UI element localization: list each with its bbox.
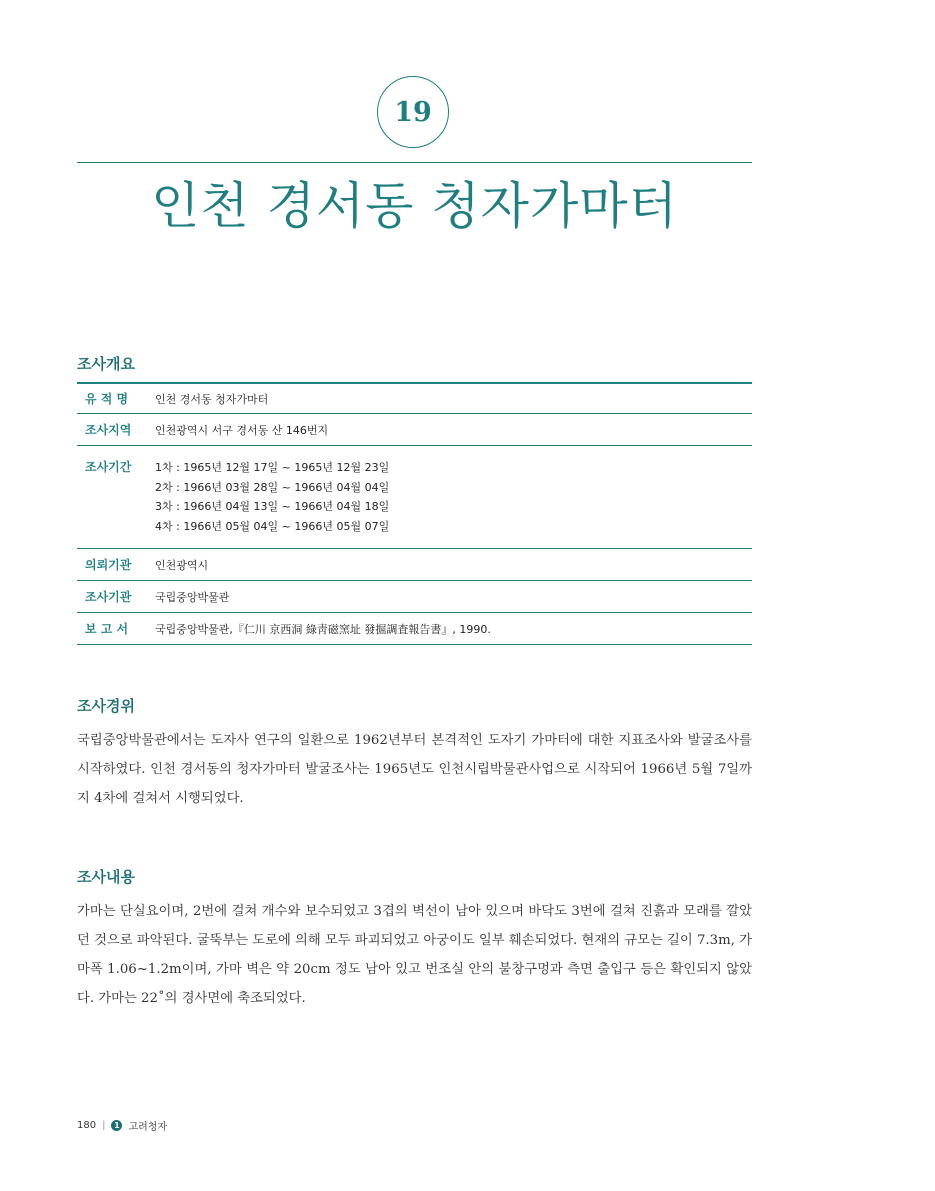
- table-row: [77, 549, 752, 581]
- table-row: [77, 446, 752, 549]
- row-value: 인천 경서동 청자가마터: [155, 392, 269, 406]
- period-line: 3차 : 1966년 04월 13일 ~ 1966년 04월 18일: [155, 500, 390, 513]
- section-title: 고려청자: [128, 1122, 168, 1133]
- content-text: 가마는 단실요이며, 2번에 걸쳐 개수와 보수되었고 3겹의 벽선이 남아 있으며 바닥도 3번에 걸쳐 진흙과 모래를 깔았던 것으로 파악된다. 굴뚝부는 도로에 의해 모두 파괴되었고 아궁이도 일부 훼손되었다. 현재의 규모는 길이 7.3m, 가마폭 1.06~1.2m이며, 가마 벽은 약 20cm 정도 남아 있고 번조실 안의 불창구멍과 측면 출입구 등은 확인되지 않았다. 가마는 22˚의 경사면에 축조되었다.: [77, 904, 753, 1006]
- content-paragraph: [77, 897, 752, 1013]
- row-value: 인천광역시 서구 경서동 산 146번지: [155, 423, 329, 437]
- row-label: 유 적 명: [85, 392, 129, 406]
- page-title: 인천 경서동 청자가마터: [151, 177, 678, 235]
- row-value: 인천광역시: [155, 558, 209, 572]
- row-label: 조사기간: [85, 460, 132, 474]
- period-line: 2차 : 1966년 03월 28일 ~ 1966년 04월 04일: [155, 480, 390, 494]
- row-label: 의뢰기관: [85, 558, 132, 572]
- page-footer: [77, 1118, 167, 1133]
- table-row: [77, 414, 752, 446]
- table-row: [77, 581, 752, 613]
- row-label: 조사기관: [85, 590, 132, 604]
- period-line: 1차 : 1965년 12월 17일 ~ 1965년 12월 23일: [155, 461, 390, 474]
- content-heading: 조사내용: [77, 868, 135, 886]
- chapter-number-badge: 19: [377, 76, 449, 148]
- overview-table: [77, 382, 752, 645]
- background-paragraph: [77, 726, 752, 813]
- background-heading: 조사경위: [77, 697, 135, 715]
- overview-heading: 조사개요: [77, 355, 135, 373]
- row-label: 조사지역: [85, 423, 132, 437]
- table-row: [77, 613, 752, 645]
- section-number-icon: 1: [111, 1120, 122, 1131]
- background-text: 국립중앙박물관에서는 도자사 연구의 일환으로 1962년부터 본격적인 도자기 가마터에 대한 지표조사와 발굴조사를 시작하였다. 인천 경서동의 청자가마터 발굴조사는 1965년도 인천시립박물관사업으로 시작되어 1966년 5월 7일까지 4차에 걸쳐서 시행되었다.: [77, 733, 752, 806]
- period-line: 4차 : 1966년 05월 04일 ~ 1966년 05월 07일: [155, 519, 390, 533]
- row-label: 보 고 서: [85, 622, 129, 636]
- row-value: 국립중앙박물관: [155, 590, 230, 604]
- row-value: [153, 458, 389, 536]
- footer-separator: |: [102, 1120, 106, 1131]
- row-value: 국립중앙박물관,『仁川 京西洞 綠靑磁窯址 發掘調査報告書』, 1990.: [155, 622, 491, 636]
- title-divider: [77, 162, 752, 163]
- table-row: [77, 382, 752, 414]
- page-number: 180: [77, 1120, 97, 1131]
